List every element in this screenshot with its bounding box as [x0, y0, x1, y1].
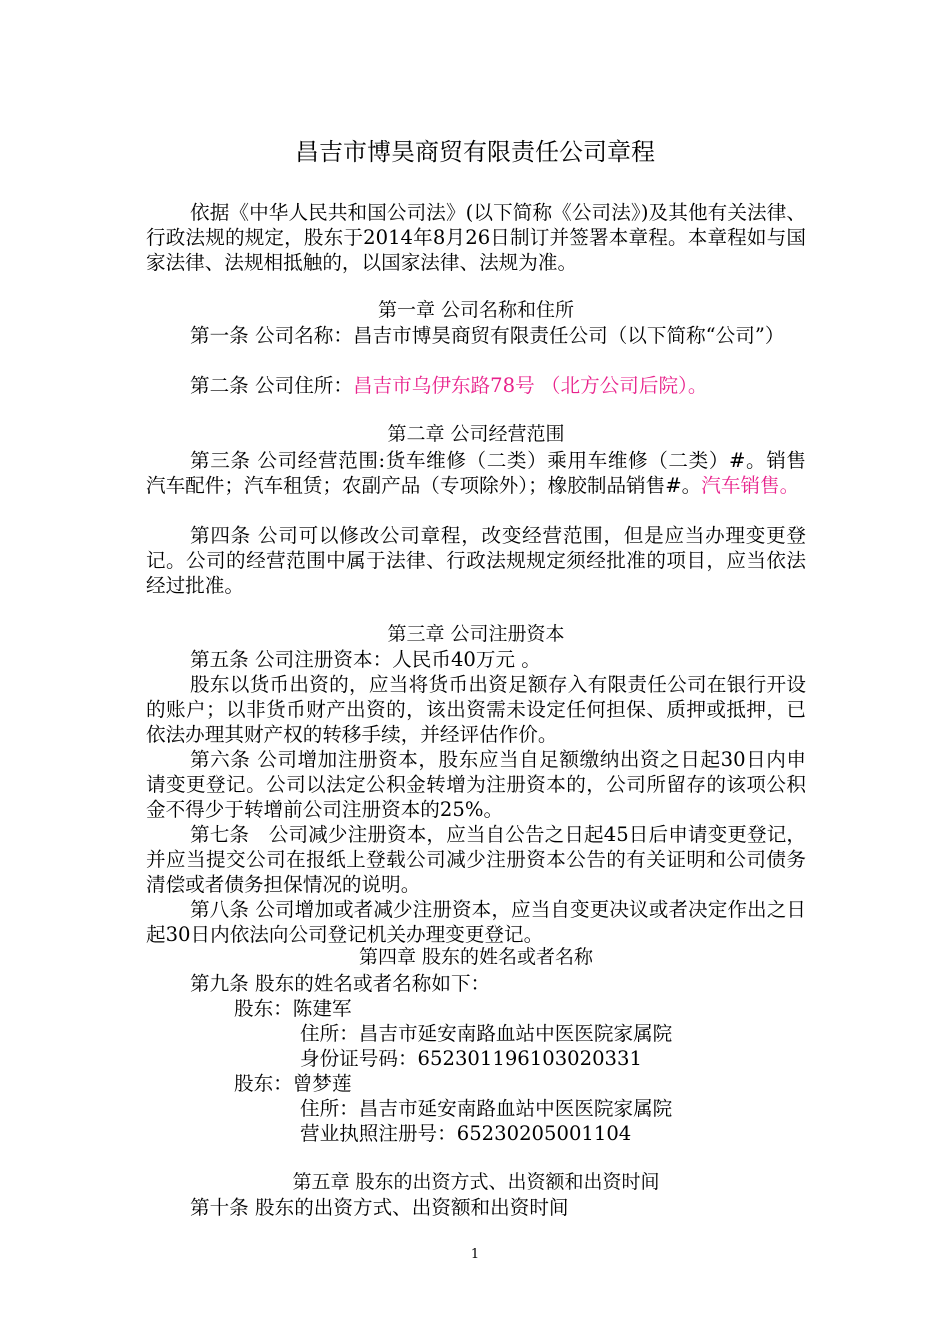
chapter-5-heading: 第五章 股东的出资方式、出资额和出资时间 — [292, 1171, 660, 1193]
chapter-3-heading: 第三章 公司注册资本 — [387, 623, 565, 645]
article-7: 第七条 公司减少注册资本，应当自公告之日起45日后申请变更登记，并应当提交公司在报纸上登载公司减少注册资本公告的有关证明和公司债务清偿或者债务担保情况的说明。 — [146, 823, 806, 896]
article-5: 第五条 公司注册资本：人民币40万元 。 — [190, 648, 541, 671]
article-8: 第八条 公司增加或者减少注册资本，应当自变更决议或者决定作出之日起30日内依法向公司登记机关办理变更登记。 — [146, 898, 806, 946]
shareholder-2-address: 住所：昌吉市延安南路血站中医医院家属院 — [300, 1097, 673, 1120]
article-6: 第六条 公司增加注册资本，股东应当自足额缴纳出资之日起30日内申请变更登记。公司以法定公积金转增为注册资本的，公司所留存的该项公积金不得少于转增前公司注册资本的25%。 — [146, 748, 806, 821]
article-2 — [146, 373, 806, 398]
shareholder-1-name: 股东：陈建军 — [234, 997, 352, 1020]
article-9: 第九条 股东的姓名或者名称如下： — [190, 972, 491, 995]
article-2-label: 第二条 公司住所： — [190, 374, 353, 397]
preamble-paragraph: 依据《中华人民共和国公司法》(以下简称《公司法》)及其他有关法律、行政法规的规定，股东于2014年8月26日制订并签署本章程。本章程如与国家法律、法规相抵触的，以国家法律、法规为准。 — [146, 201, 806, 274]
shareholder-2-name: 股东：曾梦莲 — [234, 1072, 352, 1095]
page-number: 1 — [470, 1247, 480, 1262]
article-5-note: 股东以货币出资的，应当将货币出资足额存入有限责任公司在银行开设的账户；以非货币财产出资的，该出资需未设定任何担保、质押或抵押，已依法办理其财产权的转移手续，并经评估作价。 — [146, 673, 806, 746]
shareholder-1-address: 住所：昌吉市延安南路血站中医医院家属院 — [300, 1022, 673, 1045]
chapter-1-heading: 第一章 公司名称和住所 — [377, 299, 575, 321]
chapter-2-heading: 第二章 公司经营范围 — [387, 423, 565, 445]
shareholder-1-id: 身份证号码：652301196103020331 — [300, 1047, 642, 1070]
article-3-highlight: 汽车销售。 — [701, 474, 800, 497]
shareholder-2-registration: 营业执照注册号：65230205001104 — [300, 1122, 632, 1145]
article-4: 第四条 公司可以修改公司章程，改变经营范围，但是应当办理变更登记。公司的经营范围中属于法律、行政法规规定须经批准的项目，应当依法经过批准。 — [146, 524, 806, 597]
article-3 — [146, 448, 806, 498]
document-title: 昌吉市博昊商贸有限责任公司章程 — [295, 138, 655, 166]
article-3-text: 第三条 公司经营范围:货车维修（二类）乘用车维修（二类）#。销售汽车配件；汽车租赁；农副产品（专项除外）；橡胶制品销售#。 — [146, 449, 806, 497]
article-2-address: 昌吉市乌伊东路78号 （北方公司后院）。 — [352, 374, 708, 397]
article-10: 第十条 股东的出资方式、出资额和出资时间 — [190, 1196, 569, 1219]
article-1: 第一条 公司名称：昌吉市博昊商贸有限责任公司（以下简称“公司”） — [190, 324, 785, 347]
chapter-4-heading: 第四章 股东的姓名或者名称 — [358, 946, 594, 968]
